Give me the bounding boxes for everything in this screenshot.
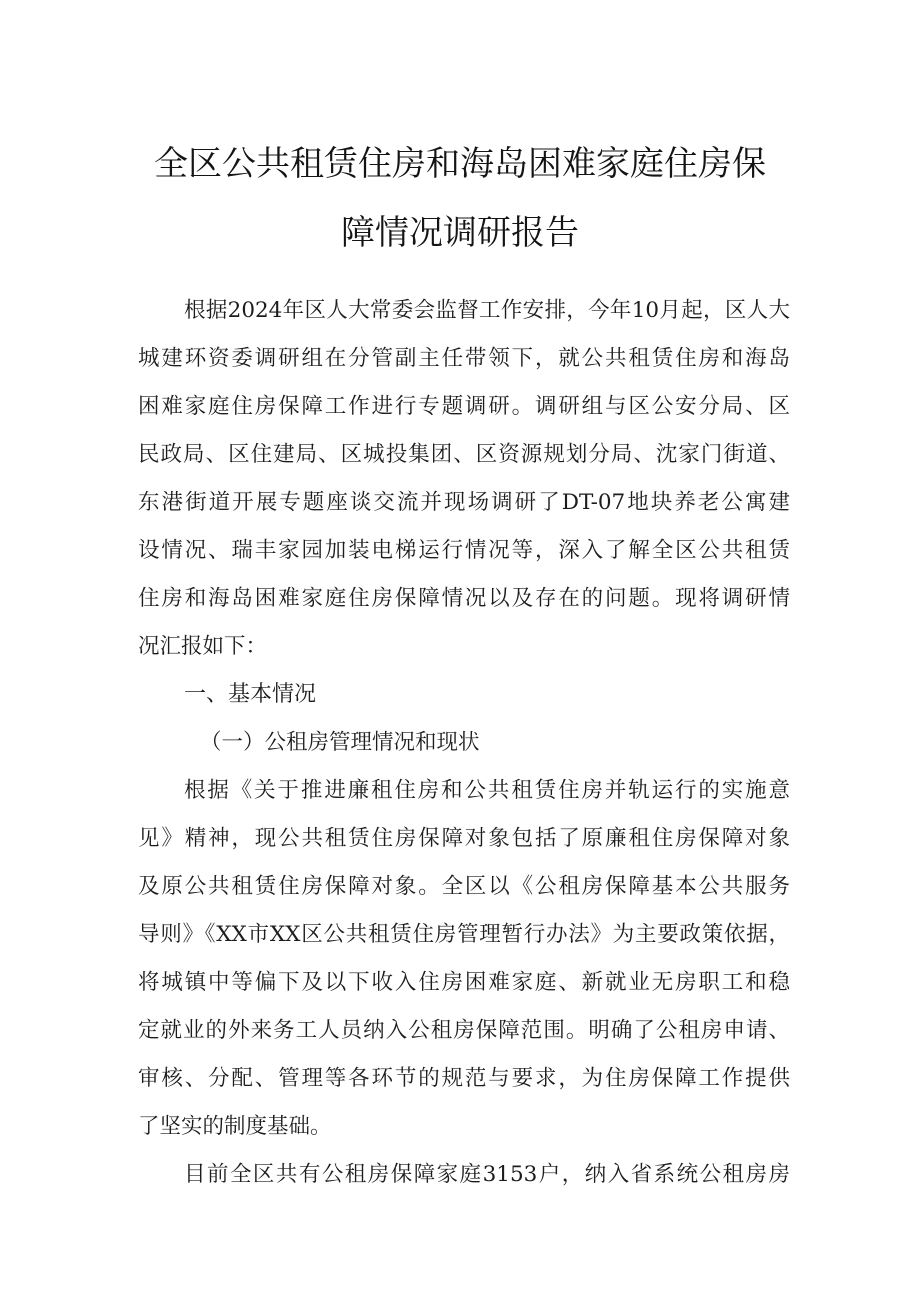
document-title-line-1: 全区公共租赁住房和海岛困难家庭住房保: [154, 144, 766, 184]
paragraph-2-line-1: 根据《关于推进廉租住房和公共租赁住房并轨运行的实施意: [184, 778, 790, 803]
document-title-line-2: 障情况调研报告: [341, 213, 579, 253]
subsection-heading-public-rental-management: （一）公租房管理情况和现状: [200, 730, 480, 755]
paragraph-1-line-6: 设情况、瑞丰家园加装电梯运行情况等，深入了解全区公共租赁: [138, 538, 790, 563]
paragraph-1-line-1: 根据2024年区人大常委会监督工作安排，今年10月起，区人大: [184, 298, 790, 323]
paragraph-1-line-8: 况汇报如下：: [138, 634, 268, 659]
paragraph-2-line-3: 及原公共租赁住房保障对象。全区以《公租房保障基本公共服务: [138, 874, 790, 899]
paragraph-2-line-2: 见》精神，现公共租赁住房保障对象包括了原廉租住房保障对象: [138, 826, 790, 851]
paragraph-3-line-1: 目前全区共有公租房保障家庭3153户，纳入省系统公租房房: [184, 1162, 790, 1187]
paragraph-1-line-2: 城建环资委调研组在分管副主任带领下，就公共租赁住房和海岛: [138, 346, 790, 371]
paragraph-2-line-4: 导则》《XX市XX区公共租赁住房管理暂行办法》为主要政策依据，: [138, 922, 790, 947]
paragraph-1-line-3: 困难家庭住房保障工作进行专题调研。调研组与区公安分局、区: [138, 394, 790, 419]
document-body: [138, 287, 798, 1199]
paragraph-2-line-6: 定就业的外来务工人员纳入公租房保障范围。明确了公租房申请、: [138, 1018, 790, 1043]
paragraph-1-line-7: 住房和海岛困难家庭住房保障情况以及存在的问题。现将调研情: [138, 586, 790, 611]
section-heading-basic-situation: 一、基本情况: [184, 682, 317, 707]
paragraph-2-line-5: 将城镇中等偏下及以下收入住房困难家庭、新就业无房职工和稳: [138, 970, 790, 995]
paragraph-1-line-5: 东港街道开展专题座谈交流并现场调研了DT-07地块养老公寓建: [138, 490, 790, 515]
paragraph-1-line-4: 民政局、区住建局、区城投集团、区资源规划分局、沈家门街道、: [138, 442, 790, 467]
paragraph-2-line-7: 审核、分配、管理等各环节的规范与要求，为住房保障工作提供: [138, 1066, 790, 1091]
paragraph-2-line-8: 了坚实的制度基础。: [138, 1114, 332, 1139]
